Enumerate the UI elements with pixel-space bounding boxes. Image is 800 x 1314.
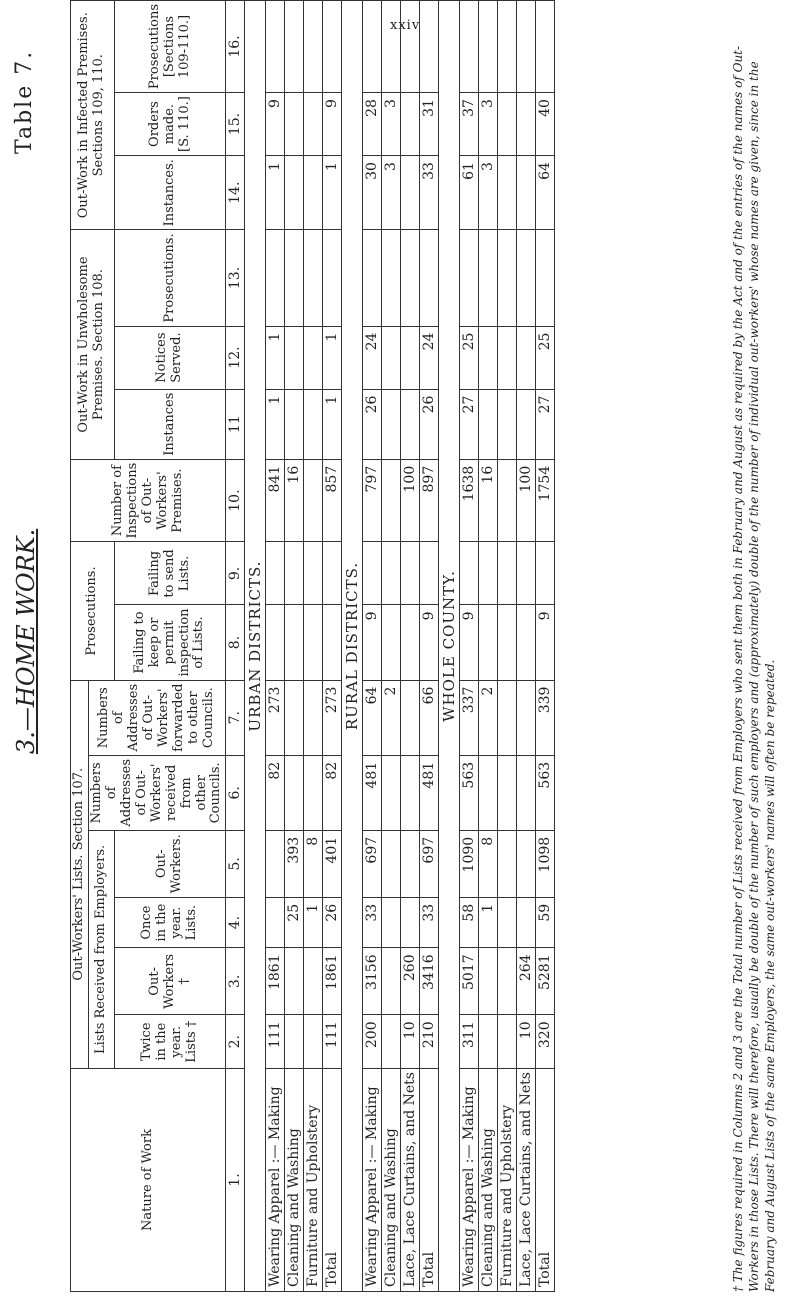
table-cell (401, 389, 420, 459)
table-cell (363, 1, 382, 93)
table-cell: 3 (382, 156, 401, 230)
table-cell: 30 (363, 156, 382, 230)
table-cell: 2 (382, 680, 401, 755)
table-label: Table 7. (12, 49, 37, 154)
section-title: RURAL DISTRICTS. (342, 1, 363, 1292)
table-cell (401, 326, 420, 389)
table-cell (401, 156, 420, 230)
table-cell: 1 (323, 389, 342, 459)
table-row (363, 1, 382, 1292)
table-cell: 26 (323, 897, 342, 948)
table-cell: 64 (363, 680, 382, 755)
table-cell: 311 (460, 1015, 479, 1069)
table-cell: 111 (323, 1015, 342, 1069)
table-cell (266, 1, 285, 93)
table-row (479, 1, 498, 1292)
table-row (285, 1, 304, 1292)
table-cell (285, 680, 304, 755)
table-cell (285, 605, 304, 680)
table-cell: 1638 (460, 459, 479, 542)
table-cell: 897 (420, 459, 439, 542)
table-cell (498, 680, 517, 755)
col-number: 16. (226, 1, 245, 93)
col-number: 6. (226, 755, 245, 830)
table-cell: 2 (479, 680, 498, 755)
table-cell: 25 (285, 897, 304, 948)
col-number: 14. (226, 156, 245, 230)
table-row (323, 1, 342, 1292)
header-prosecutions-109: Prosecutions [Sections 109-110.] (114, 1, 226, 93)
table-cell (323, 542, 342, 605)
table-cell (401, 680, 420, 755)
table-cell (517, 755, 536, 830)
table-cell: 320 (536, 1015, 555, 1069)
table-cell: 481 (420, 755, 439, 830)
row-label: Furniture and Upholstery (498, 1069, 517, 1292)
table-cell: 3 (479, 93, 498, 156)
table-cell: 797 (363, 459, 382, 542)
table-cell (304, 1, 323, 93)
table-cell (382, 755, 401, 830)
table-cell (382, 605, 401, 680)
table-cell (479, 389, 498, 459)
col-number: 12. (226, 326, 245, 389)
table-cell: 10 (517, 1015, 536, 1069)
section-row (439, 1, 460, 1292)
table-cell (285, 326, 304, 389)
table-cell (285, 948, 304, 1015)
header (2, 0, 72, 1314)
table-cell (323, 605, 342, 680)
table-cell (304, 389, 323, 459)
table-cell: 857 (323, 459, 342, 542)
table-cell (401, 1, 420, 93)
col-number: 1. (226, 1069, 245, 1292)
header-twice: Twice in the year. (139, 1022, 185, 1061)
table-cell: 1861 (323, 948, 342, 1015)
table-cell: 58 (460, 897, 479, 948)
table-cell: 9 (266, 93, 285, 156)
header-addr-forwarded: Numbers of Addresses of Out-Workers' forwarded to other Councils. (88, 680, 225, 755)
row-label: Lace, Lace Curtains, and Nets (517, 1069, 536, 1292)
table-cell: 273 (266, 680, 285, 755)
table-row (517, 1, 536, 1292)
table-cell: 26 (420, 389, 439, 459)
table-cell (498, 389, 517, 459)
table-cell: 1098 (536, 830, 555, 897)
header-failing-send: Failing to send Lists. (114, 542, 226, 605)
table-cell (498, 830, 517, 897)
table-cell: 697 (363, 830, 382, 897)
table-cell (498, 948, 517, 1015)
table-cell (498, 156, 517, 230)
table-cell: 5017 (460, 948, 479, 1015)
table-cell (479, 1, 498, 93)
table-cell: 9 (420, 605, 439, 680)
table-cell: 1 (323, 156, 342, 230)
header-outworkers-plain: Out-Workers. (114, 830, 226, 897)
table-cell (401, 897, 420, 948)
col-number: 15. (226, 93, 245, 156)
table-cell: 1 (304, 897, 323, 948)
row-label: Total (420, 1069, 439, 1292)
table-cell (382, 948, 401, 1015)
header-nature: Nature of Work (71, 1069, 226, 1292)
row-label: Total (323, 1069, 342, 1292)
table-cell: 10 (401, 1015, 420, 1069)
table-cell: 61 (460, 156, 479, 230)
table-cell: 16 (479, 459, 498, 542)
table-cell (285, 93, 304, 156)
table-cell (517, 542, 536, 605)
table-cell: 563 (460, 755, 479, 830)
table-cell (304, 459, 323, 542)
table-cell (285, 1015, 304, 1069)
table-cell (498, 1, 517, 93)
table-cell (401, 542, 420, 605)
table-cell (517, 389, 536, 459)
table-cell: 59 (536, 897, 555, 948)
table-cell (479, 605, 498, 680)
table-cell (536, 1, 555, 93)
table-cell (382, 1, 401, 93)
table-cell: 1 (266, 326, 285, 389)
header-unwholesome: Out-Work in Unwholesome Premises. Section 108. (71, 230, 115, 459)
header-inspections: Number of Inspections of Out-Workers' Premises. (71, 459, 226, 542)
table-cell (304, 326, 323, 389)
header-addr-received: Numbers of Addresses of Out-Workers' received from other Councils. (88, 755, 225, 830)
table-cell: 1 (266, 156, 285, 230)
table-cell (304, 948, 323, 1015)
table-row (420, 1, 439, 1292)
table-cell (460, 1, 479, 93)
col-number: 3. (226, 948, 245, 1015)
table-cell (498, 605, 517, 680)
col-number: 13. (226, 230, 245, 326)
table-cell (363, 230, 382, 326)
table-cell: 28 (363, 93, 382, 156)
table-cell: 100 (401, 459, 420, 542)
header-prosecutions-108: Prosecutions. (114, 230, 226, 326)
table-cell: 9 (460, 605, 479, 680)
col-number: 4. (226, 897, 245, 948)
table-cell (517, 156, 536, 230)
table-cell (498, 230, 517, 326)
table-cell: 563 (536, 755, 555, 830)
table-cell: 1861 (266, 948, 285, 1015)
table-cell (479, 755, 498, 830)
header-outworkers-dagger: Out-Workers † (114, 948, 226, 1015)
section-row (245, 1, 266, 1292)
table-cell: 8 (304, 830, 323, 897)
table-cell: 24 (420, 326, 439, 389)
table-cell: 9 (323, 93, 342, 156)
table-cell (479, 230, 498, 326)
table-cell (420, 230, 439, 326)
row-label: Cleaning and Washing (479, 1069, 498, 1292)
table-cell: 3 (382, 93, 401, 156)
table-cell: 3156 (363, 948, 382, 1015)
table-cell (382, 459, 401, 542)
table-body (245, 1, 555, 1292)
table-cell: 210 (420, 1015, 439, 1069)
table-cell (266, 605, 285, 680)
row-label: Total (536, 1069, 555, 1292)
table-cell: 31 (420, 93, 439, 156)
table-cell: 5281 (536, 948, 555, 1015)
table-cell: 25 (460, 326, 479, 389)
table-cell (479, 948, 498, 1015)
section-row (342, 1, 363, 1292)
table-cell (304, 680, 323, 755)
table-cell: 1 (323, 326, 342, 389)
table-cell: 1 (266, 389, 285, 459)
table-cell (382, 897, 401, 948)
table-cell (498, 93, 517, 156)
row-label: Wearing Apparel :— Making (363, 1069, 382, 1292)
table-cell: 264 (517, 948, 536, 1015)
table-cell (285, 542, 304, 605)
table-cell: 64 (536, 156, 555, 230)
table-row (536, 1, 555, 1292)
table-cell (304, 755, 323, 830)
table-cell: 481 (363, 755, 382, 830)
table-cell (304, 230, 323, 326)
header-prosecutions: Prosecutions. (71, 542, 115, 680)
table-cell: 3416 (420, 948, 439, 1015)
header-instances: Instances (114, 389, 226, 459)
table-cell: 260 (401, 948, 420, 1015)
table-cell (382, 542, 401, 605)
table-cell (498, 897, 517, 948)
table-row (266, 1, 285, 1292)
table-cell (517, 93, 536, 156)
table-cell (285, 755, 304, 830)
table-cell (304, 605, 323, 680)
section-title: WHOLE COUNTY. (439, 1, 460, 1292)
table-cell: 697 (420, 830, 439, 897)
table-row (401, 1, 420, 1292)
table-cell (266, 830, 285, 897)
table-cell (285, 1, 304, 93)
col-number: 10. (226, 459, 245, 542)
table-cell (285, 156, 304, 230)
table-cell (479, 542, 498, 605)
table-cell (536, 230, 555, 326)
table-cell (382, 389, 401, 459)
table-cell (536, 542, 555, 605)
table-cell: 33 (420, 156, 439, 230)
table-cell (498, 459, 517, 542)
header-lists-plain: Lists. (183, 904, 199, 941)
table-cell (498, 1015, 517, 1069)
table-row (460, 1, 479, 1292)
row-label: Wearing Apparel :— Making (266, 1069, 285, 1292)
table-cell (304, 156, 323, 230)
table-cell (401, 755, 420, 830)
table-cell (401, 93, 420, 156)
table-row (498, 1, 517, 1292)
table-cell: 1754 (536, 459, 555, 542)
table-cell: 393 (285, 830, 304, 897)
table-cell (304, 542, 323, 605)
table-cell (304, 93, 323, 156)
table-cell: 82 (266, 755, 285, 830)
table-cell: 66 (420, 680, 439, 755)
table-cell: 33 (420, 897, 439, 948)
table-cell (460, 230, 479, 326)
table-cell (420, 1, 439, 93)
table-cell (517, 680, 536, 755)
col-number: 7. (226, 680, 245, 755)
table-cell: 1090 (460, 830, 479, 897)
table-cell: 111 (266, 1015, 285, 1069)
col-number: 8. (226, 605, 245, 680)
table-cell (323, 1, 342, 93)
table-cell (401, 230, 420, 326)
table-cell (266, 897, 285, 948)
home-work-table (70, 0, 555, 1292)
table-cell: 200 (363, 1015, 382, 1069)
table-cell (517, 830, 536, 897)
table-cell: 401 (323, 830, 342, 897)
table-cell: 1 (479, 897, 498, 948)
table-cell: 27 (460, 389, 479, 459)
table-cell (517, 1, 536, 93)
table-cell: 3 (479, 156, 498, 230)
table-cell (285, 389, 304, 459)
table-cell: 37 (460, 93, 479, 156)
col-number: 9. (226, 542, 245, 605)
header-orders: Orders made. [S. 110.] (114, 93, 226, 156)
header-out-workers-lists: Out-Workers' Lists. Section 107. (71, 680, 89, 1068)
table-cell: 24 (363, 326, 382, 389)
table-cell: 337 (460, 680, 479, 755)
table-cell (401, 605, 420, 680)
row-label: Wearing Apparel :— Making (460, 1069, 479, 1292)
table-cell (498, 326, 517, 389)
table-cell (266, 542, 285, 605)
table-cell (382, 1015, 401, 1069)
table-cell (460, 542, 479, 605)
row-label: Furniture and Upholstery (304, 1069, 323, 1292)
table-cell: 841 (266, 459, 285, 542)
table-row (382, 1, 401, 1292)
col-number: 5. (226, 830, 245, 897)
table-cell: 82 (323, 755, 342, 830)
table-cell (498, 542, 517, 605)
table-cell (479, 1015, 498, 1069)
page-title: 3.—HOME WORK. (12, 528, 40, 754)
table-cell (266, 230, 285, 326)
table-cell (479, 326, 498, 389)
header-lists-dagger: Lists † (183, 1020, 199, 1063)
table-cell (285, 230, 304, 326)
table-cell (517, 230, 536, 326)
table-cell: 33 (363, 897, 382, 948)
row-label: Cleaning and Washing (285, 1069, 304, 1292)
table-cell (304, 1015, 323, 1069)
table-cell: 8 (479, 830, 498, 897)
table-cell: 100 (517, 459, 536, 542)
table-cell: 25 (536, 326, 555, 389)
table-cell (382, 230, 401, 326)
row-label: Cleaning and Washing (382, 1069, 401, 1292)
table-cell (517, 605, 536, 680)
table-cell (517, 326, 536, 389)
header-lists-received: Lists Received from Employers. (88, 830, 114, 1068)
table-cell (382, 326, 401, 389)
table-cell: 40 (536, 93, 555, 156)
section-title: URBAN DISTRICTS. (245, 1, 266, 1292)
table-cell (420, 542, 439, 605)
table-cell (498, 755, 517, 830)
col-number: 11 (226, 389, 245, 459)
header-infected: Out-Work in Infected Premises. Sections 109, 110. (71, 1, 115, 230)
table-row (304, 1, 323, 1292)
row-label: Lace, Lace Curtains, and Nets (401, 1069, 420, 1292)
table-cell (382, 830, 401, 897)
header-lists-once (114, 897, 226, 948)
header-notices: Notices Served. (114, 326, 226, 389)
col-number: 2. (226, 1015, 245, 1069)
footnote: † The figures required in Columns 2 and 3 are the Total number of Lists received from Employers who sent them both in February and August as required by the Act and of the entries of the names of Out-Workers in those Lists. There will therefore, usually be double of the number of such employers and (approximately) double of the number of individual out-workers' whose names are given, since in the February and August Lists of the same Employers, the same out-workers' names will often be repeated. (731, 45, 778, 1292)
table-cell: 26 (363, 389, 382, 459)
table-cell (401, 830, 420, 897)
header-instances-109: Instances. (114, 156, 226, 230)
header-once: Once in the year. (139, 903, 185, 942)
table-cell: 9 (536, 605, 555, 680)
table-cell: 273 (323, 680, 342, 755)
table-cell (323, 230, 342, 326)
header-lists-twice (114, 1015, 226, 1069)
table-cell (517, 897, 536, 948)
table-cell: 9 (363, 605, 382, 680)
header-failing-keep: Failing to keep or permit inspection of Lists. (114, 605, 226, 680)
table-cell: 27 (536, 389, 555, 459)
table-cell: 339 (536, 680, 555, 755)
table-cell (363, 542, 382, 605)
table-cell: 16 (285, 459, 304, 542)
page-number: xxiv (390, 18, 421, 33)
